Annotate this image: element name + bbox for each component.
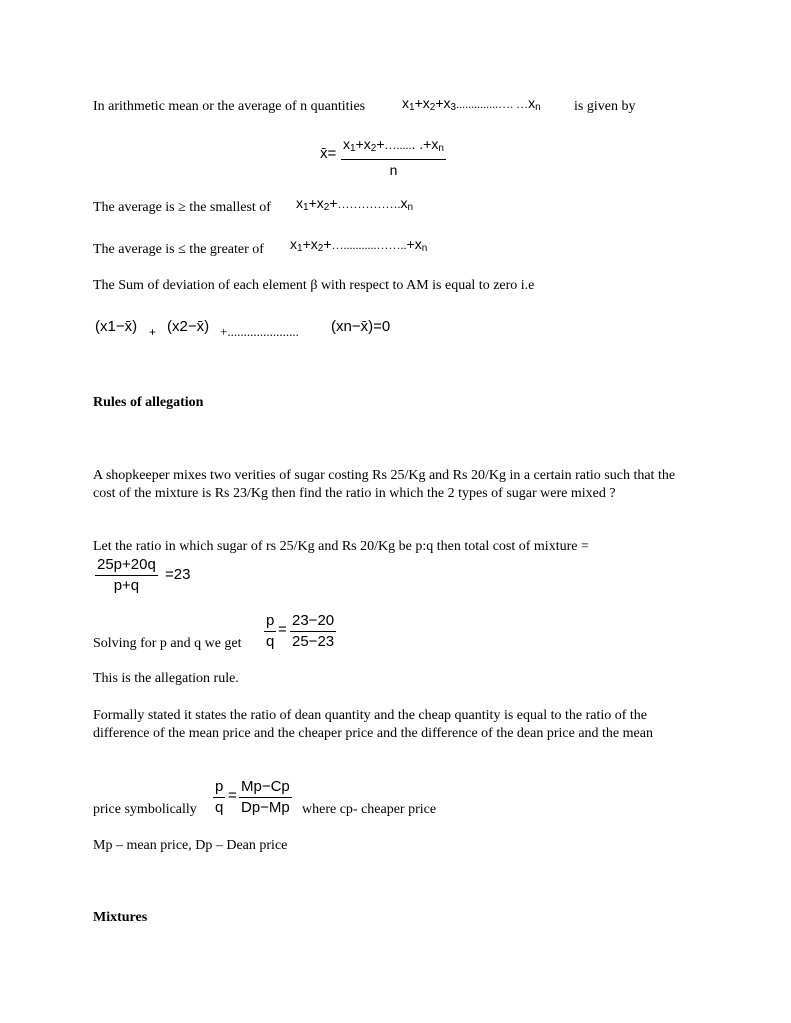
solving-equals: = bbox=[278, 621, 287, 638]
mean-num-x2: x bbox=[363, 136, 371, 152]
smallest-sub2: 2 bbox=[323, 202, 330, 213]
smallest-text: The average is ≥ the smallest of bbox=[93, 200, 271, 215]
smallest-expression bbox=[296, 195, 413, 213]
greater-dots: …...........…….. bbox=[331, 238, 407, 252]
problem-paragraph: A shopkeeper mixes two verities of sugar costing Rs 25/Kg and Rs 20/Kg in a certain ratio such that the cost of the mixture is Rs 23/Kg then find the ratio in which the 2 types of sugar were mixed ? bbox=[93, 468, 676, 501]
symbolic-rhs-denominator: Dp−Mp bbox=[241, 799, 290, 816]
smallest-plus2: + bbox=[329, 195, 338, 211]
intro-sub3: 3 bbox=[450, 102, 457, 113]
ratio-rhs: =23 bbox=[165, 566, 191, 583]
intro-suffix: is given by bbox=[574, 99, 636, 114]
intro-x1: x bbox=[402, 95, 409, 111]
symbolic-equals: = bbox=[228, 787, 237, 804]
intro-x3: x bbox=[443, 95, 451, 111]
solving-rhs-fraction bbox=[290, 612, 336, 651]
greater-expression bbox=[290, 236, 427, 254]
mean-num-plus3: . .+ bbox=[411, 136, 432, 152]
intro-xn: x bbox=[528, 95, 536, 111]
mean-fraction bbox=[341, 135, 446, 179]
deviation-plus1: + bbox=[149, 325, 157, 339]
greater-subn: n bbox=[421, 243, 428, 254]
heading-mixtures: Mixtures bbox=[93, 910, 148, 925]
mean-num-sub1: 1 bbox=[350, 143, 356, 154]
mean-num-plus2: + bbox=[376, 136, 385, 152]
mean-num-x1: x bbox=[343, 136, 350, 152]
smallest-sub1: 1 bbox=[303, 202, 309, 213]
greater-text: The average is ≤ the greater of bbox=[93, 242, 264, 257]
symbolic-lhs-numerator: p bbox=[213, 778, 225, 798]
ratio-fraction bbox=[95, 556, 158, 595]
mean-num-dots: …..... bbox=[384, 138, 412, 152]
symbolic-rhs-numerator: Mp−Cp bbox=[239, 778, 292, 798]
greater-sub1: 1 bbox=[297, 243, 303, 254]
heading-rules-of-allegation: Rules of allegation bbox=[93, 395, 204, 410]
symbolic-lhs-fraction bbox=[213, 778, 225, 817]
greater-xn: x bbox=[414, 236, 422, 252]
smallest-plus1: + bbox=[308, 195, 317, 211]
smallest-subn: n bbox=[407, 202, 414, 213]
symbolic-suffix: where cp- cheaper price bbox=[302, 802, 437, 817]
solving-lhs-denominator: q bbox=[266, 633, 275, 650]
intro-plus2: + bbox=[435, 95, 444, 111]
solving-lhs-fraction bbox=[264, 612, 276, 651]
intro-sub2: 2 bbox=[429, 102, 436, 113]
mean-denominator: n bbox=[389, 162, 398, 178]
mean-num-plus1: + bbox=[355, 136, 364, 152]
mean-num-subn: n bbox=[438, 143, 444, 154]
ratio-denominator: p+q bbox=[113, 577, 140, 594]
ratio-text: Let the ratio in which sugar of rs 25/Kg and Rs 20/Kg be p:q then total cost of mixture = bbox=[93, 539, 589, 554]
symbolic-rhs-fraction bbox=[239, 778, 292, 817]
greater-plus1: + bbox=[302, 236, 311, 252]
smallest-x2: x bbox=[316, 195, 324, 211]
deviation-term3: (xn−x̄)=0 bbox=[331, 318, 391, 335]
solving-rhs-denominator: 25−23 bbox=[292, 633, 335, 650]
ratio-numerator: 25p+20q bbox=[95, 556, 158, 576]
solving-text: Solving for p and q we get bbox=[93, 636, 242, 651]
symbolic-text: price symbolically bbox=[93, 802, 197, 817]
intro-expression bbox=[402, 95, 541, 113]
mean-numerator bbox=[341, 135, 446, 160]
greater-sub2: 2 bbox=[317, 243, 324, 254]
greater-x1: x bbox=[290, 236, 297, 252]
solving-rhs-numerator: 23−20 bbox=[290, 612, 336, 632]
greater-plus2: + bbox=[323, 236, 332, 252]
intro-dots: ..............…. … bbox=[456, 97, 529, 111]
deviation-text: The Sum of deviation of each element β with respect to AM is equal to zero i.e bbox=[93, 278, 535, 293]
formal-paragraph: Formally stated it states the ratio of dean quantity and the cheap quantity is equal to the ratio of the difference of the mean price and the cheaper price and the difference of the dean price and the mean bbox=[93, 708, 653, 741]
greater-x2: x bbox=[310, 236, 318, 252]
deviation-term2: (x2−x̄) bbox=[167, 318, 210, 335]
smallest-dots: ……………. bbox=[337, 197, 401, 211]
intro-x2: x bbox=[422, 95, 430, 111]
intro-plus1: + bbox=[414, 95, 423, 111]
intro-sub1: 1 bbox=[409, 102, 415, 113]
smallest-x1: x bbox=[296, 195, 303, 211]
greater-plus3: + bbox=[406, 236, 415, 252]
mean-num-xn: x bbox=[431, 136, 439, 152]
deviation-plus2: +...................... bbox=[220, 324, 299, 339]
allegation-rule-line: This is the allegation rule. bbox=[93, 671, 239, 686]
solving-lhs-numerator: p bbox=[264, 612, 276, 632]
symbolic-lhs-denominator: q bbox=[215, 799, 224, 816]
intro-text: In arithmetic mean or the average of n quantities bbox=[93, 99, 366, 114]
smallest-xn: x bbox=[400, 195, 408, 211]
mean-num-sub2: 2 bbox=[370, 143, 377, 154]
deviation-term1: (x1−x̄) bbox=[95, 318, 138, 335]
mean-lhs: x̄= bbox=[320, 145, 337, 162]
intro-subn: n bbox=[535, 102, 541, 113]
price-legend-line: Mp – mean price, Dp – Dean price bbox=[93, 838, 288, 853]
